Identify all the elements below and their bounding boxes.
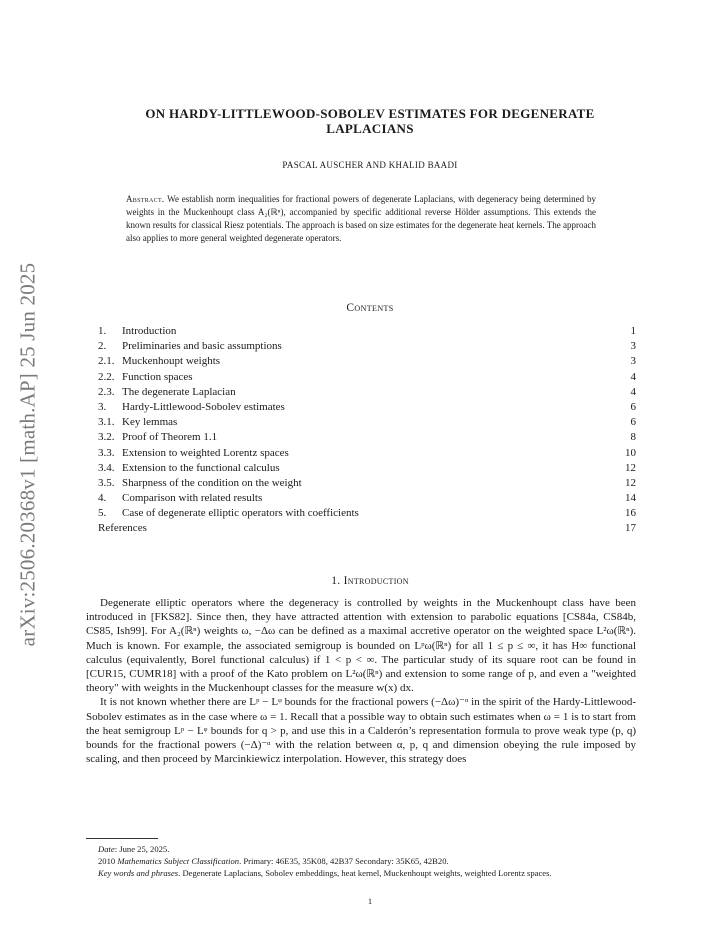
toc-entry-page: 1 — [630, 325, 636, 337]
toc-entry[interactable] — [98, 491, 636, 506]
toc-entry-number: 2. — [98, 340, 107, 353]
toc-entry-number: 1. — [98, 325, 107, 337]
toc-entry[interactable] — [98, 506, 636, 521]
toc-entry[interactable] — [98, 385, 636, 400]
toc-entry-page: 3 — [630, 355, 636, 368]
footnote-date-value: : June 25, 2025. — [114, 844, 170, 854]
body-paragraph: Degenerate elliptic operators where the degeneracy is controlled by weights in the Muckenhoupt class have been introduced in [FKS82]. Since then, they have attracted attention with extension to parabolic equations [CS84a, CS84b, CS85, Ish99]. For A₂(ℝⁿ) weights ω, −Δω can be defined as a maximal accretive operator on the weighted space L²ω(ℝⁿ). Much is known. For example, the associated semigroup is bounded on Lᵖω(ℝⁿ) for all 1 ≤ p ≤ ∞, it has H∞ functional calculus (equivalently, Borel functional calculus) if 1 < p < ∞. The particular study of its square root can be found in [CUR15, CUMR18] with a proof of the Kato problem on L²ω(ℝⁿ) and extension to some range of p, and even a "weighted theory" with weights in the Muckenhoupt classes for the measure w(x) dx. — [86, 597, 636, 695]
toc-entry-number: 5. — [98, 507, 107, 520]
toc-entry-number: 3.2. — [98, 431, 115, 444]
toc-entry-title: Sharpness of the condition on the weight — [122, 476, 302, 489]
abstract-label: Abstract. — [126, 194, 165, 204]
section-number: 1. — [331, 575, 341, 587]
arxiv-identifier-stamp — [14, 248, 42, 660]
toc-entry-title: References — [98, 522, 147, 535]
toc-entry-number: 4. — [98, 492, 107, 505]
toc-entry[interactable] — [98, 430, 636, 445]
toc-entry[interactable] — [98, 476, 636, 491]
toc-entry-number: 3.1. — [98, 416, 115, 429]
toc-entry-title: Comparison with related results — [122, 492, 263, 505]
toc-entry[interactable] — [98, 324, 636, 339]
toc-entry-title: Hardy-Littlewood-Sobolev estimates — [122, 400, 285, 413]
toc-entry-page: 6 — [630, 400, 636, 413]
footnotes — [86, 843, 636, 879]
toc-entry[interactable] — [98, 521, 636, 536]
toc-entry-title: Preliminaries and basic assumptions — [122, 340, 282, 353]
toc-entry[interactable] — [98, 354, 636, 369]
toc-entry-title: Key lemmas — [122, 416, 178, 429]
toc-entry-title: Proof of Theorem 1.1 — [122, 431, 218, 444]
toc-entry-number: 3.5. — [98, 476, 115, 489]
toc-entry-title: Case of degenerate elliptic operators with coefficients — [122, 507, 359, 520]
footnote-rule — [86, 838, 158, 839]
arxiv-identifier-text: arXiv:2506.20368v1 [math.AP] 25 Jun 2025 — [15, 262, 40, 646]
toc-entry[interactable] — [98, 400, 636, 415]
footnote-msc-label: Mathematics Subject Classification — [117, 856, 240, 866]
footnote-keywords — [86, 867, 636, 879]
paper-title-line-1: ON HARDY-LITTLEWOOD-SOBOLEV ESTIMATES FOR DEGENERATE — [145, 106, 595, 121]
toc-entry[interactable] — [98, 415, 636, 430]
toc-entry-number: 3. — [98, 400, 107, 413]
toc-entry-page: 17 — [625, 522, 636, 535]
toc-entry-page: 12 — [625, 461, 636, 474]
toc-entry-title: Introduction — [122, 325, 177, 337]
toc-entry[interactable] — [98, 446, 636, 461]
toc-entry-page: 10 — [625, 446, 636, 459]
toc-entry-title: Muckenhoupt weights — [122, 355, 221, 368]
toc-entry-page: 3 — [630, 340, 636, 353]
toc-entry-page: 4 — [630, 370, 636, 383]
table-of-contents — [98, 324, 636, 537]
footnote-date-label: Date — [98, 844, 115, 854]
toc-entry-number: 2.2. — [98, 370, 115, 383]
footnote-msc — [86, 855, 636, 867]
toc-entry[interactable] — [98, 370, 636, 385]
abstract — [126, 193, 596, 245]
toc-entry-number: 2.1. — [98, 355, 115, 368]
page-number: 1 — [367, 896, 373, 906]
toc-entry-title: Extension to weighted Lorentz spaces — [122, 446, 289, 459]
toc-entry-page: 8 — [630, 431, 636, 444]
paper-title — [100, 106, 640, 136]
section-title: Introduction — [343, 575, 409, 587]
footnote-date — [86, 843, 636, 855]
toc-entry-title: Extension to the functional calculus — [122, 461, 280, 474]
footnote-msc-value: . Primary: 46E35, 35K08, 42B37 Secondary: 35K65, 42B20. — [239, 856, 449, 866]
toc-entry-page: 12 — [625, 476, 636, 489]
paper-title-line-2: LAPLACIANS — [326, 121, 414, 136]
toc-entry-number: 3.4. — [98, 461, 115, 474]
footnote-keywords-value: . Degenerate Laplacians, Sobolev embeddings, heat kernel, Muckenhoupt weights, weighted Lorentz spaces. — [178, 868, 552, 878]
footnote-keywords-label: Key words and phrases — [98, 868, 179, 878]
toc-entry[interactable] — [98, 339, 636, 354]
toc-entry-title: Function spaces — [122, 370, 193, 383]
author-names: PASCAL AUSCHER AND KHALID BAADI — [282, 160, 458, 170]
section-heading-introduction — [100, 575, 640, 587]
toc-entry-page: 14 — [625, 492, 636, 505]
toc-entry-page: 16 — [625, 507, 636, 520]
toc-entry[interactable] — [98, 461, 636, 476]
introduction-body — [86, 596, 636, 766]
toc-entry-title: The degenerate Laplacian — [122, 385, 236, 398]
toc-entry-page: 6 — [630, 416, 636, 429]
toc-entry-number: 2.3. — [98, 385, 115, 398]
body-paragraph: It is not known whether there are Lᵖ − Lᵠ bounds for the fractional powers (−Δω)⁻ᵅ in the spirit of the Hardy-Littlewood-Sobolev estimates as in the case where ω = 1. Recall that a possible way to obtain such estimates when ω = 1 is to start from the heat semigroup Lᵖ − Lᵠ bounds for q > p, and use this in a Calderón’s representation formula to prove weak type (p, q) bounds for the fractional powers (−Δ)⁻ᵅ with the relation between α, p, q and dimension obeying the rule imposed by scaling, and then proceed by Marcinkiewicz interpolation. However, this strategy does — [86, 696, 636, 766]
contents-heading: Contents — [346, 302, 394, 314]
toc-entry-number: 3.3. — [98, 446, 115, 459]
abstract-text: We establish norm inequalities for fractional powers of degenerate Laplacians, with degeneracy being determined by weights in the Muckenhoupt class A₂(ℝⁿ), accompanied by specific additional reverse Hölder assumptions. This extends the known results for classical Riesz potentials. The approach is based on size estimates for the degenerate heat kernels. The approach also applies to more general weighted degenerate operators. — [126, 194, 596, 243]
toc-entry-page: 4 — [630, 385, 636, 398]
footnote-msc-prefix: 2010 — [98, 856, 118, 866]
